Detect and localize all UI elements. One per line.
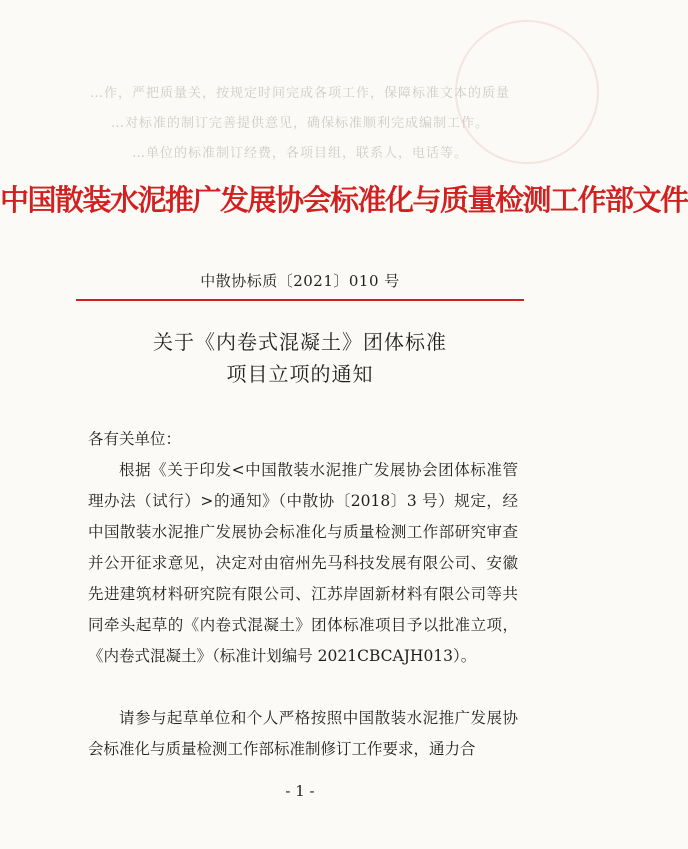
body-paragraph: 请参与起草单位和个人严格按照中国散装水泥推广发展协会标准化与质量检测工作部标准制修订工作要求，通力合: [88, 709, 518, 758]
notice-title-line2: 项目立项的通知: [226, 362, 374, 386]
bleed-through-text: …对标准的制订完善提供意见，确保标准顺利完成编制工作。: [110, 116, 489, 131]
document-number: 中散协标质〔2021〕010 号: [200, 272, 400, 290]
red-separator-line: [76, 299, 524, 301]
bleed-through-text: …单位的标准制订经费，各项目组，联系人，电话等。: [131, 146, 468, 161]
page-number: - 1 -: [285, 782, 315, 800]
notice-title-line1: 关于《内卷式混凝土》团体标准: [153, 330, 447, 354]
issuer-header: 中国散装水泥推广发展协会标准化与质量检测工作部文件: [0, 183, 688, 217]
bleed-through-text: …作，严把质量关，按规定时间完成各项工作，保障标准文本的质量: [89, 86, 510, 101]
body-paragraph: 根据《关于印发<中国散装水泥推广发展协会团体标准管理办法（试行）>的通知》（中散协〔2018〕3 号）规定，经中国散装水泥推广发展协会标准化与质量检测工作部研究审查并公开征求意见，决定对由宿州先马科技发展有限公司、安徽先进建筑材料研究院有限公司、江苏岸固新材料有限公司等共同牵头起草的《内卷式混凝土》团体标准项目予以批准立项，《内卷式混凝土》（标准计划编号 2021CBCAJH013）。: [88, 461, 518, 665]
salutation: 各有关单位：: [88, 430, 182, 448]
